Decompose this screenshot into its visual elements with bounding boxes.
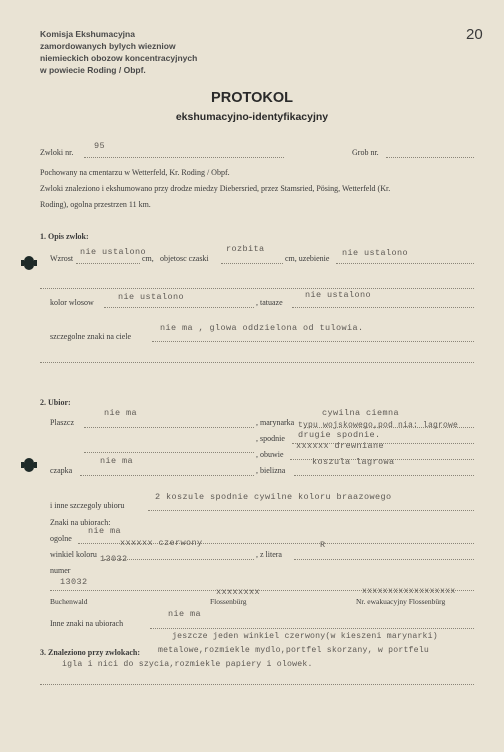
uzebienie-label: cm, uzebienie <box>285 254 330 263</box>
znaki-na-ubiorach-label: Znaki na ubiorach: <box>50 518 111 527</box>
inne-value: 2 koszule spodnie cywilne koloru braazowego <box>155 492 392 502</box>
znaleziono-label: 3. Znaleziono przy zwlokach: <box>40 648 140 657</box>
czapka-value: nie ma <box>100 456 134 466</box>
objetosc-value: rozbita <box>226 244 265 254</box>
wzrost-line <box>76 263 140 264</box>
wzrost-cm: cm, <box>142 254 154 263</box>
ewak-label: Nr. ewakuacyjny Flossenbürg <box>356 597 446 606</box>
numer-label: numer <box>50 566 71 575</box>
inne-znaki-label: Inne znaki na ubiorach <box>50 619 124 628</box>
bielizna-line <box>294 475 474 476</box>
document-subtitle: ekshumacyjno-identyfikacyjny <box>175 111 329 123</box>
document-title: PROTOKOL <box>211 90 293 106</box>
z-litera-value: R <box>320 540 326 550</box>
header-line-4: w powiecie Roding / Obpf. <box>40 65 146 75</box>
znaki-line <box>152 341 474 342</box>
obuwie-value: xxxxxx drewniane <box>296 441 385 451</box>
header-line-3: niemieckich obozow koncentracyjnych <box>40 53 198 63</box>
kolor-label: kolor wlosow <box>50 298 94 307</box>
zwloki-label: Zwloki nr. <box>40 148 74 157</box>
inne-znaki-value: nie ma <box>168 609 202 619</box>
ubior-heading: 2. Ubior: <box>40 398 71 407</box>
tatuaze-line <box>292 307 474 308</box>
tatuaze-label: , tatuaze <box>256 298 283 307</box>
flossenburg-label: Flossenbürg <box>210 597 247 606</box>
objetosc-line <box>221 263 283 264</box>
header-line-2: zamordowanych bylych wiezniow <box>40 41 176 51</box>
flossenburg-strike: xxxxxxxx <box>216 587 261 597</box>
tatuaze-value: nie ustalono <box>305 290 372 300</box>
intro-line-3: Roding), ogolna przestrzen 11 km. <box>40 200 151 209</box>
inne-label: i inne szczegoly ubioru <box>50 501 125 510</box>
plaszcz-line <box>84 427 254 428</box>
header-line-1: Komisja Ekshumacyjna <box>40 29 135 39</box>
page-number: 20 <box>466 26 483 43</box>
grob-label: Grob nr. <box>352 148 379 157</box>
opis-extra-line <box>40 288 474 289</box>
ogolne-value: nie ma <box>88 526 122 536</box>
znaki-label: szczegolne znaki na ciele <box>50 332 132 341</box>
marynarka-value-1: cywilna ciemna <box>322 408 400 418</box>
marynarka-value-2: typu wojskowego,pod nia: lagrowe <box>298 421 459 430</box>
inne-znaki-line <box>150 628 474 629</box>
wzrost-value: nie ustalono <box>80 247 147 257</box>
numer-value: 13032 <box>60 577 88 587</box>
z-litera-label: , z litera <box>256 550 282 559</box>
plaszcz-value: nie ma <box>104 408 138 418</box>
inne-line <box>148 510 474 511</box>
intro-line-2: Zwloki znaleziono i ekshumowano przy drodze miedzy Diebersried, przez Stamsried, Pösing, Wetterfeld (Kr. <box>40 184 391 193</box>
spodnie-value: drugie spodnie. <box>298 430 381 440</box>
punch-hole-icon <box>24 256 34 270</box>
czapka-label: czapka <box>50 466 73 475</box>
ogolne-label: ogolne <box>50 534 72 543</box>
kolor-line <box>104 307 254 308</box>
winkiel-value: xxxxxx czerwony <box>120 538 203 548</box>
opis-heading: 1. Opis zwlok: <box>40 232 89 241</box>
znaleziono-line-1: jeszcze jeden winkiel czerwony(w kieszeni marynarki) <box>172 632 438 641</box>
znaleziono-line-2: metalowe,rozmiekle mydlo,portfel skorzany, w portfelu <box>158 646 430 655</box>
zwloki-line <box>84 157 284 158</box>
bielizna-label: , bielizna <box>256 466 286 475</box>
z-litera-line <box>294 559 474 560</box>
ewak-strike: xxxxxxxxxxxxxxxxxx <box>362 587 456 596</box>
spodnie-label: , spodnie <box>256 434 285 443</box>
opis-extra-line-2 <box>40 362 474 363</box>
czapka-line <box>80 475 254 476</box>
numer-overlay: 13032 <box>100 554 128 564</box>
zwloki-value: 95 <box>94 141 106 151</box>
ubior-blank-line <box>84 452 254 453</box>
plaszcz-label: Plaszcz <box>50 418 74 427</box>
uzebienie-value: nie ustalono <box>342 248 409 258</box>
uzebienie-line <box>336 263 474 264</box>
marynarka-label: , marynarka <box>256 418 295 427</box>
punch-hole-icon <box>24 458 34 472</box>
znaleziono-line <box>40 684 474 685</box>
grob-line <box>386 157 474 158</box>
winkiel-label: winkiel koloru <box>50 550 97 559</box>
bielizna-value: koszula lagrowa <box>312 457 395 467</box>
kolor-value: nie ustalono <box>118 292 185 302</box>
objetosc-label: objetosc czaski <box>160 254 209 263</box>
wzrost-label: Wzrost <box>50 254 74 263</box>
znaleziono-line-3: igla i nici do szycia,rozmiekle papiery i olowek. <box>62 660 313 669</box>
obuwie-label: , obuwie <box>256 450 284 459</box>
znaki-value: nie ma , glowa oddzielona od tulowia. <box>160 323 364 333</box>
commission-header <box>40 28 197 76</box>
intro-line-1: Pochowany na cmentarzu w Wetterfeld, Kr. Roding / Obpf. <box>40 168 230 177</box>
buchenwald-label: Buchenwald <box>50 597 88 606</box>
